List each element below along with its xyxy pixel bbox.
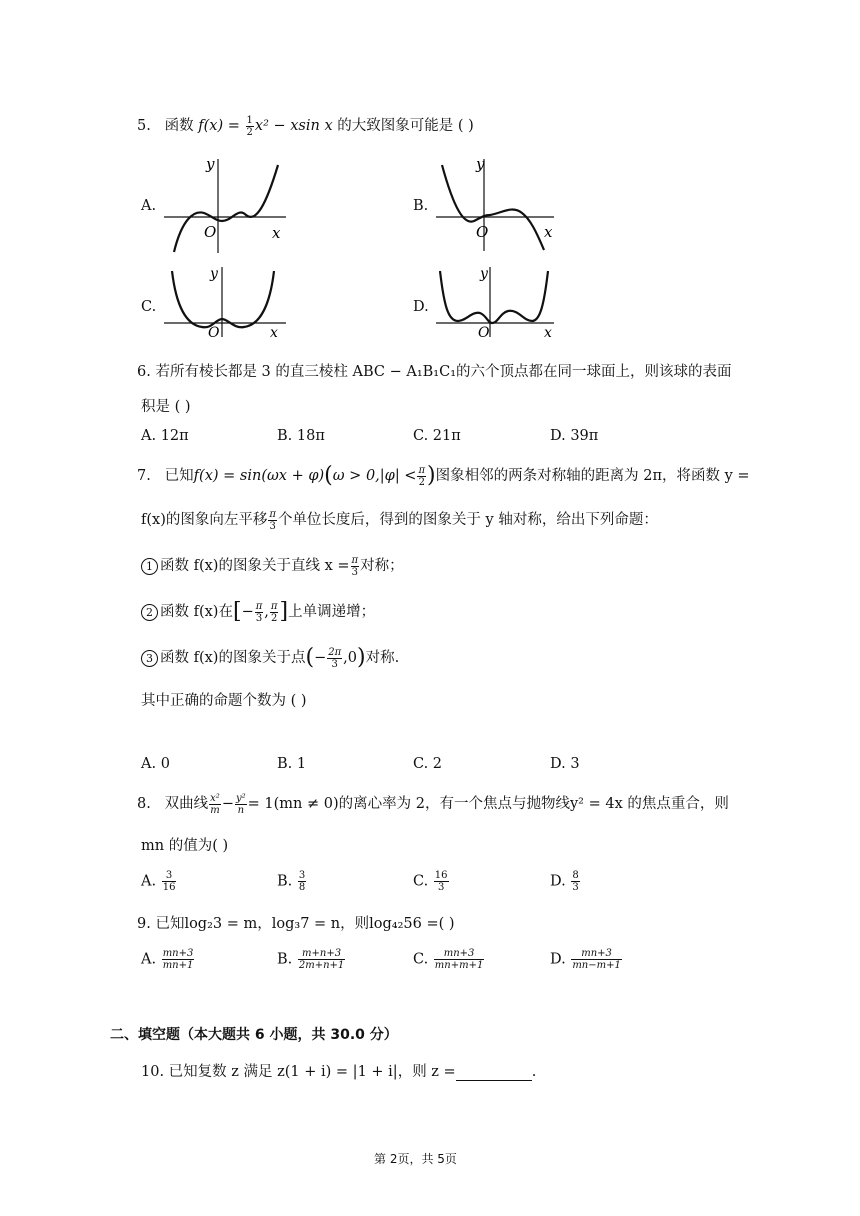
graph-a	[160, 155, 290, 255]
section-heading-fill-in: 二、填空题（本大题共 6 小题，共 30.0 分）	[110, 1027, 398, 1043]
q7-option-b[interactable]: B. 1	[277, 756, 307, 772]
circled-number-1: 1	[141, 558, 158, 575]
q6-option-c[interactable]: C. 21π	[413, 428, 461, 444]
q10-answer-blank[interactable]	[456, 1066, 532, 1081]
q8-option-c[interactable]: C. $\frac{16}{3}$	[413, 870, 448, 893]
q6-option-a[interactable]: A. 12π	[141, 428, 189, 444]
q9-option-c[interactable]: C. $\frac{mn+3}{mn+m+1}$	[413, 948, 484, 971]
q6-option-d[interactable]: D. 39π	[550, 428, 599, 444]
graph-a-origin: O	[204, 223, 217, 241]
q7-proposition-1: 1 函数 f(x)的图象关于直线 x = $\frac{\pi}{3}$ 对称；	[141, 554, 404, 578]
graph-c-x-label: x	[270, 325, 278, 340]
graph-a-y-label: y	[206, 155, 215, 173]
q6-stem-line2: 积是 ( )	[141, 399, 191, 415]
graph-b	[432, 155, 562, 255]
q5-option-a[interactable]: A.	[141, 198, 157, 214]
circled-number-2: 2	[141, 604, 158, 621]
q5-stem: 5. 函数 f(x) = $\frac{1}{2}$ x² − xsin x 的大致图象可能是 ( )	[137, 114, 474, 138]
graph-c	[160, 265, 290, 340]
graph-d-origin: O	[478, 325, 490, 340]
q7-stem-line2: f(x)的图象向左平移 $\frac{\pi}{3}$ 个单位长度后，得到的图象关于 y 轴对称，给出下列命题：	[141, 508, 658, 532]
graph-d-y-label: y	[480, 266, 488, 282]
q9-option-b[interactable]: B. $\frac{m+n+3}{2m+n+1}$	[277, 948, 345, 971]
q6-option-b[interactable]: B. 18π	[277, 428, 325, 444]
q6-stem-line1: 6. 若所有棱长都是 3 的直三棱柱 ABC − A₁B₁C₁的六个顶点都在同一球面上，则该球的表面	[137, 364, 732, 380]
q9-option-d[interactable]: D. $\frac{mn+3}{mn-m+1}$	[550, 948, 621, 971]
q8-stem-line1: 8. 双曲线 $\frac{\text{x²}}{m}$ − $\frac{\text{y²}}{n}$ = 1(mn ≠ 0)的离心率为 2，有一个焦点与抛物线y² = 4x 的焦点重合，则	[137, 792, 729, 816]
graph-d-x-label: x	[544, 325, 552, 340]
q5-option-c[interactable]: C.	[141, 299, 157, 315]
graph-a-x-label: x	[272, 224, 281, 242]
q5-option-d[interactable]: D.	[413, 299, 429, 315]
q8-option-d[interactable]: D. $\frac{8}{3}$	[550, 870, 579, 893]
circled-number-3: 3	[141, 650, 158, 667]
graph-b-x-label: x	[544, 223, 553, 241]
q7-proposition-3: 3 函数 f(x)的图象关于点(− $\frac{2\pi}{3}$ ,0)对称.	[141, 646, 399, 670]
graph-d	[432, 265, 562, 340]
graph-c-y-label: y	[210, 266, 218, 282]
q8-stem-line2: mn 的值为( )	[141, 838, 229, 854]
graph-c-origin: O	[208, 325, 220, 340]
page-footer: 第 2页，共 5页	[374, 1152, 457, 1166]
q10-stem: 10. 已知复数 z 满足 z(1 + i) = |1 + i|，则 z = .	[141, 1064, 537, 1080]
q7-proposition-2: 2 函数 f(x)在[− $\frac{\pi}{3}$ , $\frac{\pi}{2}$ ]上单调递增；	[141, 600, 375, 624]
q7-stem-line1: 7. 已知f(x) = sin(ωx + φ)(ω > 0,|φ| < $\frac{\pi}{2}$ )图象相邻的两条对称轴的距离为 2π，将函数 y =	[137, 463, 750, 488]
q9-stem: 9. 已知log₂3 = m，log₃7 = n，则log₄₂56 =( )	[137, 916, 455, 932]
graph-b-y-label: y	[476, 155, 485, 173]
q7-question: 其中正确的命题个数为 ( )	[141, 693, 307, 709]
q7-option-d[interactable]: D. 3	[550, 756, 580, 772]
q8-option-b[interactable]: B. $\frac{3}{8}$	[277, 870, 306, 893]
graph-b-origin: O	[476, 223, 489, 241]
q9-option-a[interactable]: A. $\frac{mn+3}{mn+1}$	[141, 948, 194, 971]
q7-option-c[interactable]: C. 2	[413, 756, 443, 772]
q5-option-b[interactable]: B.	[413, 198, 429, 214]
q7-option-a[interactable]: A. 0	[141, 756, 170, 772]
q8-option-a[interactable]: A. $\frac{3}{16}$	[141, 870, 176, 893]
